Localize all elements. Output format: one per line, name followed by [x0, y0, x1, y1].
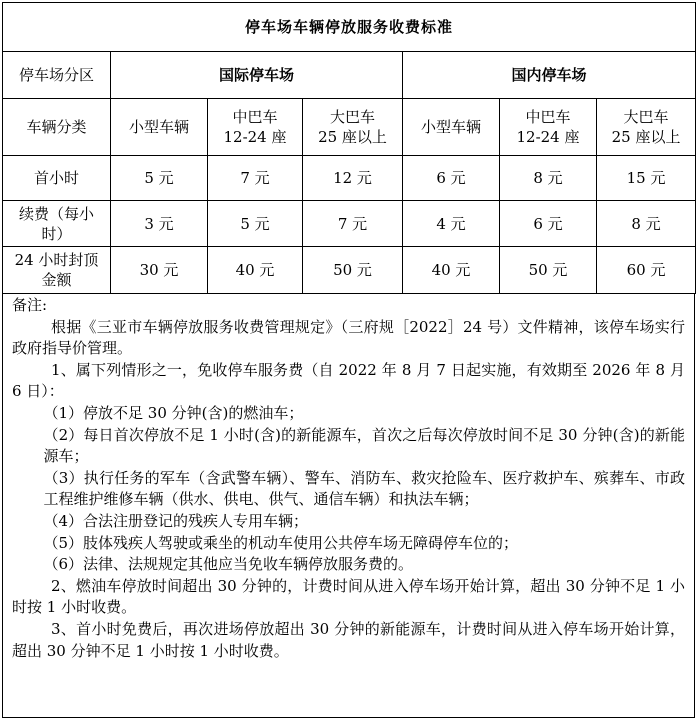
exemption-item: （1）停放不足 30 分钟(含)的燃油车；: [43, 403, 304, 422]
table-row: [3, 201, 696, 247]
notes-rule-2: 2、燃油车停放时间超出 30 分钟的，计费时间从进入停车场开始计算，超出 30 分钟不足 1 小时按 1 小时收费。: [12, 576, 685, 617]
international-lot-header: 国际停车场: [111, 52, 403, 99]
vehicle-type-header: 中巴车 12-24 座: [208, 99, 303, 156]
notes-heading: 备注:: [12, 296, 48, 314]
domestic-lot-header: 国内停车场: [403, 52, 696, 99]
fee-cell: 7 元: [208, 156, 303, 201]
vehicle-type-header: 大巴车 25 座以上: [597, 99, 696, 156]
fee-cell: 15 元: [597, 156, 696, 201]
fee-cell: 8 元: [500, 156, 597, 201]
fee-cell: 50 元: [303, 247, 403, 294]
fee-cell: 60 元: [597, 247, 696, 294]
vehicle-type-header: 大巴车 25 座以上: [303, 99, 403, 156]
fee-table: [2, 2, 696, 294]
fee-cell: 6 元: [403, 156, 500, 201]
row-label: 24 小时封顶 金额: [3, 247, 111, 294]
vehicle-type-header: 小型车辆: [403, 99, 500, 156]
fee-cell: 6 元: [500, 201, 597, 247]
table-row: [3, 247, 696, 294]
fee-cell: 50 元: [500, 247, 597, 294]
fee-cell: 7 元: [303, 201, 403, 247]
fee-cell: 5 元: [208, 201, 303, 247]
vehicle-type-header: 小型车辆: [111, 99, 208, 156]
fee-cell: 40 元: [208, 247, 303, 294]
table-row: [3, 156, 696, 201]
fee-cell: 40 元: [403, 247, 500, 294]
notes-intro: 根据《三亚市车辆停放服务收费管理规定》（三府规［2022］24 号）文件精神，该停车场实行政府指导价管理。: [12, 317, 685, 358]
exemption-item: （6）法律、法规规定其他应当免收车辆停放服务费的。: [43, 555, 414, 574]
row-label: 首小时: [3, 156, 111, 201]
category-label: 车辆分类: [3, 99, 111, 156]
vehicle-type-header: 中巴车 12-24 座: [500, 99, 597, 156]
notes-rule-1: 1、属下列情形之一，免收停车服务费（自 2022 年 8 月 7 日起实施，有效期至 2026 年 8 月 6 日）：: [12, 360, 685, 401]
fee-cell: 30 元: [111, 247, 208, 294]
exemption-item: （4）合法注册登记的残疾人专用车辆；: [43, 511, 309, 530]
fee-cell: 5 元: [111, 156, 208, 201]
fee-cell: 3 元: [111, 201, 208, 247]
exemption-item: （2）每日首次停放不足 1 小时(含)的新能源车，首次之后每次停放时间不足 30 分钟(含)的新能源车；: [43, 425, 685, 466]
table-title: 停车场车辆停放服务收费标准: [3, 3, 696, 52]
zone-label: 停车场分区: [3, 52, 111, 99]
notes-section: [2, 293, 695, 718]
row-label: 续费（每小 时）: [3, 201, 111, 247]
fee-cell: 12 元: [303, 156, 403, 201]
fee-cell: 4 元: [403, 201, 500, 247]
exemption-item: （3）执行任务的军车（含武警车辆）、警车、消防车、救灾抢险车、医疗救护车、殡葬车、市政工程维护维修车辆（供水、供电、供气、通信车辆）和执法车辆；: [43, 468, 685, 509]
exemption-item: （5）肢体残疾人驾驶或乘坐的机动车使用公共停车场无障碍停车位的；: [43, 533, 519, 552]
notes-rule-3: 3、首小时免费后，再次进场停放超出 30 分钟的新能源车，计费时间从进入停车场开始计算，超出 30 分钟不足 1 小时按 1 小时收费。: [12, 619, 685, 660]
fee-cell: 8 元: [597, 201, 696, 247]
